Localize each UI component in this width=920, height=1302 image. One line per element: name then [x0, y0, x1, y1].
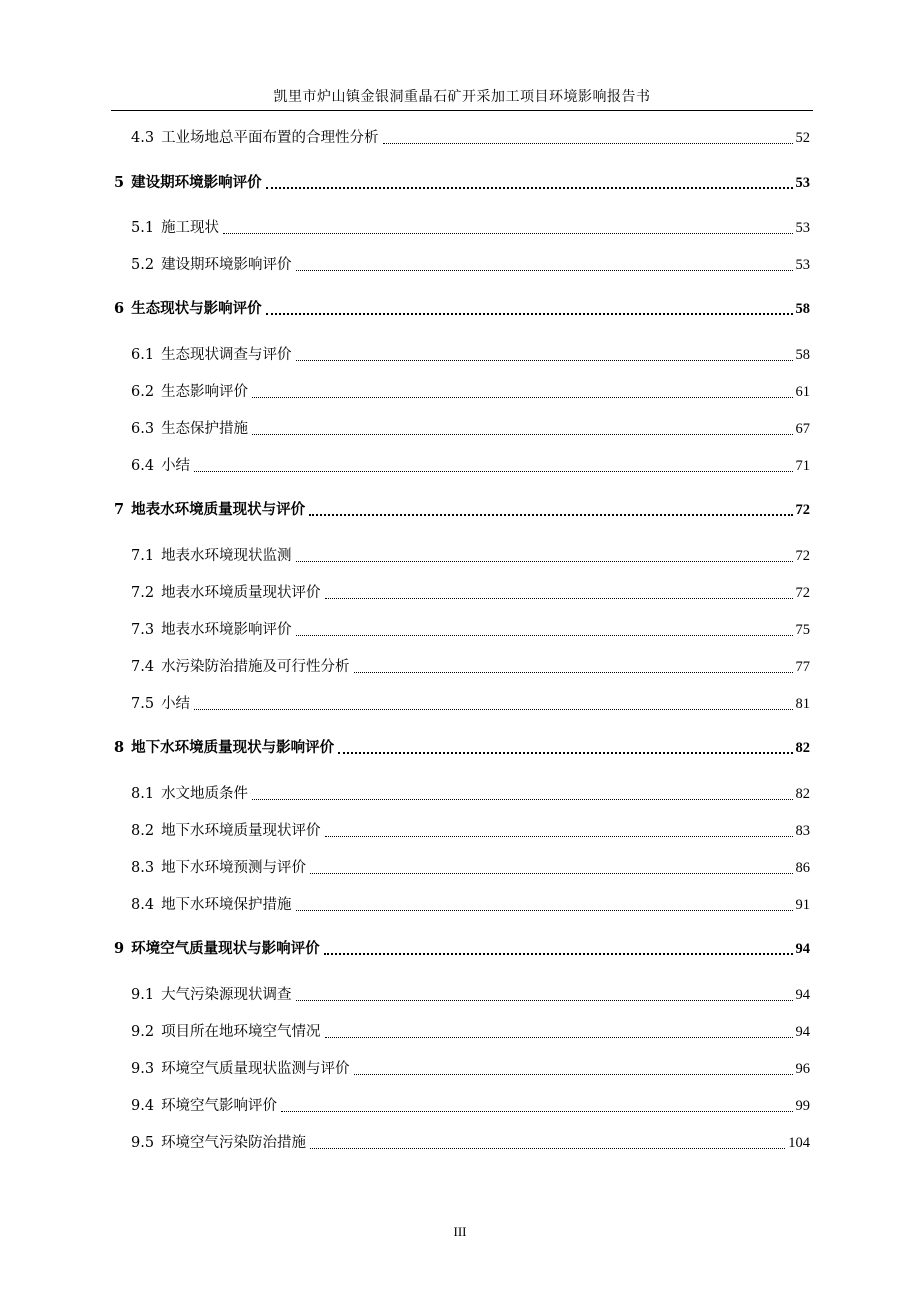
toc-page-number: 53 [795, 220, 810, 236]
toc-dot-leader [324, 953, 793, 955]
toc-page-number: 58 [795, 347, 810, 363]
toc-entry-number: 9.4 [131, 1098, 155, 1114]
toc-section-entry[interactable] [131, 454, 810, 476]
toc-page-number: 91 [795, 897, 810, 913]
toc-dot-leader [325, 1037, 793, 1038]
toc-entry-number: 7.2 [131, 585, 155, 601]
toc-page-number: 94 [795, 987, 810, 1003]
toc-dot-leader [252, 434, 792, 435]
toc-entry-title: 环境空气影响评价 [161, 1098, 278, 1114]
toc-entry-label [131, 1059, 350, 1079]
toc-page-number: 61 [795, 384, 810, 400]
toc-entry-title: 地下水环境预测与评价 [161, 860, 307, 876]
toc-page-number: 75 [795, 622, 810, 638]
toc-entry-number: 9.2 [131, 1024, 155, 1040]
toc-entry-label [131, 456, 190, 476]
document-header: 凯里市炉山镇金银洞重晶石矿开采加工项目环境影响报告书 [273, 89, 651, 105]
toc-page-number: 71 [795, 458, 810, 474]
toc-entry-label [131, 382, 248, 402]
toc-section-entry[interactable] [131, 216, 810, 238]
toc-dot-leader [266, 187, 793, 189]
toc-dot-leader [296, 635, 793, 636]
toc-entry-number: 8.4 [131, 897, 155, 913]
toc-entry-number: 7.5 [131, 696, 155, 712]
toc-entry-label [114, 173, 262, 193]
toc-page-number: 86 [795, 860, 810, 876]
toc-entry-label [114, 299, 262, 319]
toc-section-entry[interactable] [131, 1057, 810, 1079]
toc-entry-title: 环境空气质量现状监测与评价 [161, 1061, 350, 1077]
toc-entry-title: 地下水环境质量现状与影响评价 [131, 739, 335, 756]
toc-dot-leader [296, 1000, 793, 1001]
toc-page-number: 83 [795, 823, 810, 839]
toc-section-entry[interactable] [131, 581, 810, 603]
toc-section-entry[interactable] [131, 618, 810, 640]
toc-section-entry[interactable] [131, 253, 810, 275]
toc-dot-leader [325, 598, 793, 599]
toc-entry-label [131, 985, 292, 1005]
toc-page-number: 72 [795, 548, 810, 564]
toc-entry-title: 工业场地总平面布置的合理性分析 [161, 130, 379, 146]
toc-entry-number: 6.3 [131, 421, 155, 437]
toc-entry-label [131, 821, 321, 841]
toc-entry-number: 8.2 [131, 823, 155, 839]
toc-dot-leader [296, 360, 793, 361]
toc-chapter-entry[interactable] [114, 171, 810, 193]
toc-dot-leader [296, 270, 793, 271]
toc-section-entry[interactable] [131, 819, 810, 841]
toc-entry-label [114, 939, 320, 959]
toc-chapter-entry[interactable] [114, 937, 810, 959]
toc-dot-leader [309, 514, 792, 516]
toc-section-entry[interactable] [131, 1020, 810, 1042]
toc-entry-number: 6.1 [131, 347, 155, 363]
toc-page-number: 82 [795, 786, 810, 802]
toc-entry-label [131, 419, 248, 439]
toc-entry-number: 8 [114, 739, 125, 756]
toc-section-entry[interactable] [131, 692, 810, 714]
toc-entry-number: 7.4 [131, 659, 155, 675]
toc-entry-label [131, 1096, 277, 1116]
toc-section-entry[interactable] [131, 126, 810, 148]
toc-entry-label [131, 255, 292, 275]
toc-entry-number: 6 [114, 300, 125, 317]
toc-page-number: 52 [795, 130, 810, 146]
toc-entry-title: 生态现状与影响评价 [131, 300, 262, 317]
toc-entry-label [131, 895, 292, 915]
toc-section-entry[interactable] [131, 782, 810, 804]
toc-entry-number: 8.3 [131, 860, 155, 876]
toc-entry-title: 生态现状调查与评价 [161, 347, 292, 363]
toc-entry-number: 7 [114, 501, 125, 518]
toc-entry-title: 环境空气质量现状与影响评价 [131, 940, 320, 957]
toc-entry-label [131, 546, 292, 566]
toc-dot-leader [194, 471, 792, 472]
toc-entry-label [131, 858, 306, 878]
toc-dot-leader [281, 1111, 792, 1112]
toc-entry-title: 地表水环境现状监测 [161, 548, 292, 564]
toc-page-number: 94 [795, 1024, 810, 1040]
toc-entry-label [131, 694, 190, 714]
toc-entry-title: 项目所在地环境空气情况 [161, 1024, 321, 1040]
toc-dot-leader [310, 873, 792, 874]
header-rule [111, 110, 813, 111]
toc-section-entry[interactable] [131, 417, 810, 439]
toc-entry-title: 建设期环境影响评价 [161, 257, 292, 273]
toc-page-number: 94 [795, 941, 810, 957]
toc-page-number: 99 [795, 1098, 810, 1114]
toc-dot-leader [296, 561, 793, 562]
toc-page-number: 104 [788, 1135, 810, 1151]
toc-page-number: 67 [795, 421, 810, 437]
toc-entry-number: 5 [114, 174, 125, 191]
toc-chapter-entry[interactable] [114, 297, 810, 319]
toc-entry-number: 8.1 [131, 786, 155, 802]
toc-section-entry[interactable] [131, 343, 810, 365]
toc-dot-leader [310, 1148, 785, 1149]
toc-entry-title: 水污染防治措施及可行性分析 [161, 659, 350, 675]
toc-page-number: 53 [795, 257, 810, 273]
toc-entry-label [131, 620, 292, 640]
toc-entry-title: 生态保护措施 [161, 421, 249, 437]
toc-entry-title: 地表水环境影响评价 [161, 622, 292, 638]
toc-entry-title: 地下水环境质量现状评价 [161, 823, 321, 839]
toc-entry-number: 6.2 [131, 384, 155, 400]
toc-entry-title: 施工现状 [161, 220, 220, 236]
toc-page-number: 96 [795, 1061, 810, 1077]
toc-entry-label [114, 500, 305, 520]
toc-entry-number: 9.1 [131, 987, 155, 1003]
toc-entry-number: 7.3 [131, 622, 155, 638]
toc-page-number: 53 [795, 175, 810, 191]
toc-entry-label [131, 583, 321, 603]
toc-entry-number: 7.1 [131, 548, 155, 564]
toc-section-entry[interactable] [131, 655, 810, 677]
toc-entry-title: 小结 [161, 458, 191, 474]
toc-entry-title: 大气污染源现状调查 [161, 987, 292, 1003]
toc-dot-leader [325, 836, 793, 837]
toc-dot-leader [252, 397, 792, 398]
toc-entry-number: 5.1 [131, 220, 155, 236]
toc-entry-title: 小结 [161, 696, 191, 712]
toc-page-number: 58 [795, 301, 810, 317]
toc-dot-leader [354, 1074, 793, 1075]
toc-entry-label [131, 218, 219, 238]
toc-section-entry[interactable] [131, 1094, 810, 1116]
toc-entry-label [131, 1022, 321, 1042]
toc-entry-number: 9.5 [131, 1135, 155, 1151]
toc-entry-number: 5.2 [131, 257, 155, 273]
toc-entry-label [131, 128, 379, 148]
toc-dot-leader [266, 313, 793, 315]
toc-page-number: 72 [795, 585, 810, 601]
toc-section-entry[interactable] [131, 983, 810, 1005]
toc-entry-title: 水文地质条件 [161, 786, 249, 802]
toc-entry-title: 地下水环境保护措施 [161, 897, 292, 913]
toc-entry-label [131, 657, 350, 677]
toc-section-entry[interactable] [131, 856, 810, 878]
toc-page-number: 82 [795, 740, 810, 756]
toc-page-number: 81 [795, 696, 810, 712]
toc-entry-title: 地表水环境质量现状评价 [161, 585, 321, 601]
toc-section-entry[interactable] [131, 893, 810, 915]
toc-dot-leader [354, 672, 793, 673]
toc-entry-number: 9 [114, 940, 125, 957]
toc-chapter-entry[interactable] [114, 498, 810, 520]
toc-page-number: 77 [795, 659, 810, 675]
page-number: III [453, 1224, 467, 1239]
toc-section-entry[interactable] [131, 380, 810, 402]
toc-entry-title: 生态影响评价 [161, 384, 249, 400]
toc-entry-title: 建设期环境影响评价 [131, 174, 262, 191]
toc-entry-number: 9.3 [131, 1061, 155, 1077]
toc-dot-leader [296, 910, 793, 911]
toc-entry-label [131, 1133, 306, 1153]
toc-section-entry[interactable] [131, 544, 810, 566]
toc-entry-label [131, 345, 292, 365]
toc-chapter-entry[interactable] [114, 736, 810, 758]
toc-section-entry[interactable] [131, 1131, 810, 1153]
toc-entry-label [114, 738, 334, 758]
toc-entry-label [131, 784, 248, 804]
toc-entry-title: 环境空气污染防治措施 [161, 1135, 307, 1151]
toc-dot-leader [383, 143, 793, 144]
toc-page-number: 72 [795, 502, 810, 518]
toc-dot-leader [194, 709, 792, 710]
toc-entry-number: 6.4 [131, 458, 155, 474]
toc-entry-title: 地表水环境质量现状与评价 [131, 501, 306, 518]
toc-entry-number: 4.3 [131, 130, 155, 146]
toc-dot-leader [338, 752, 792, 754]
toc-dot-leader [252, 799, 792, 800]
toc-dot-leader [223, 233, 792, 234]
